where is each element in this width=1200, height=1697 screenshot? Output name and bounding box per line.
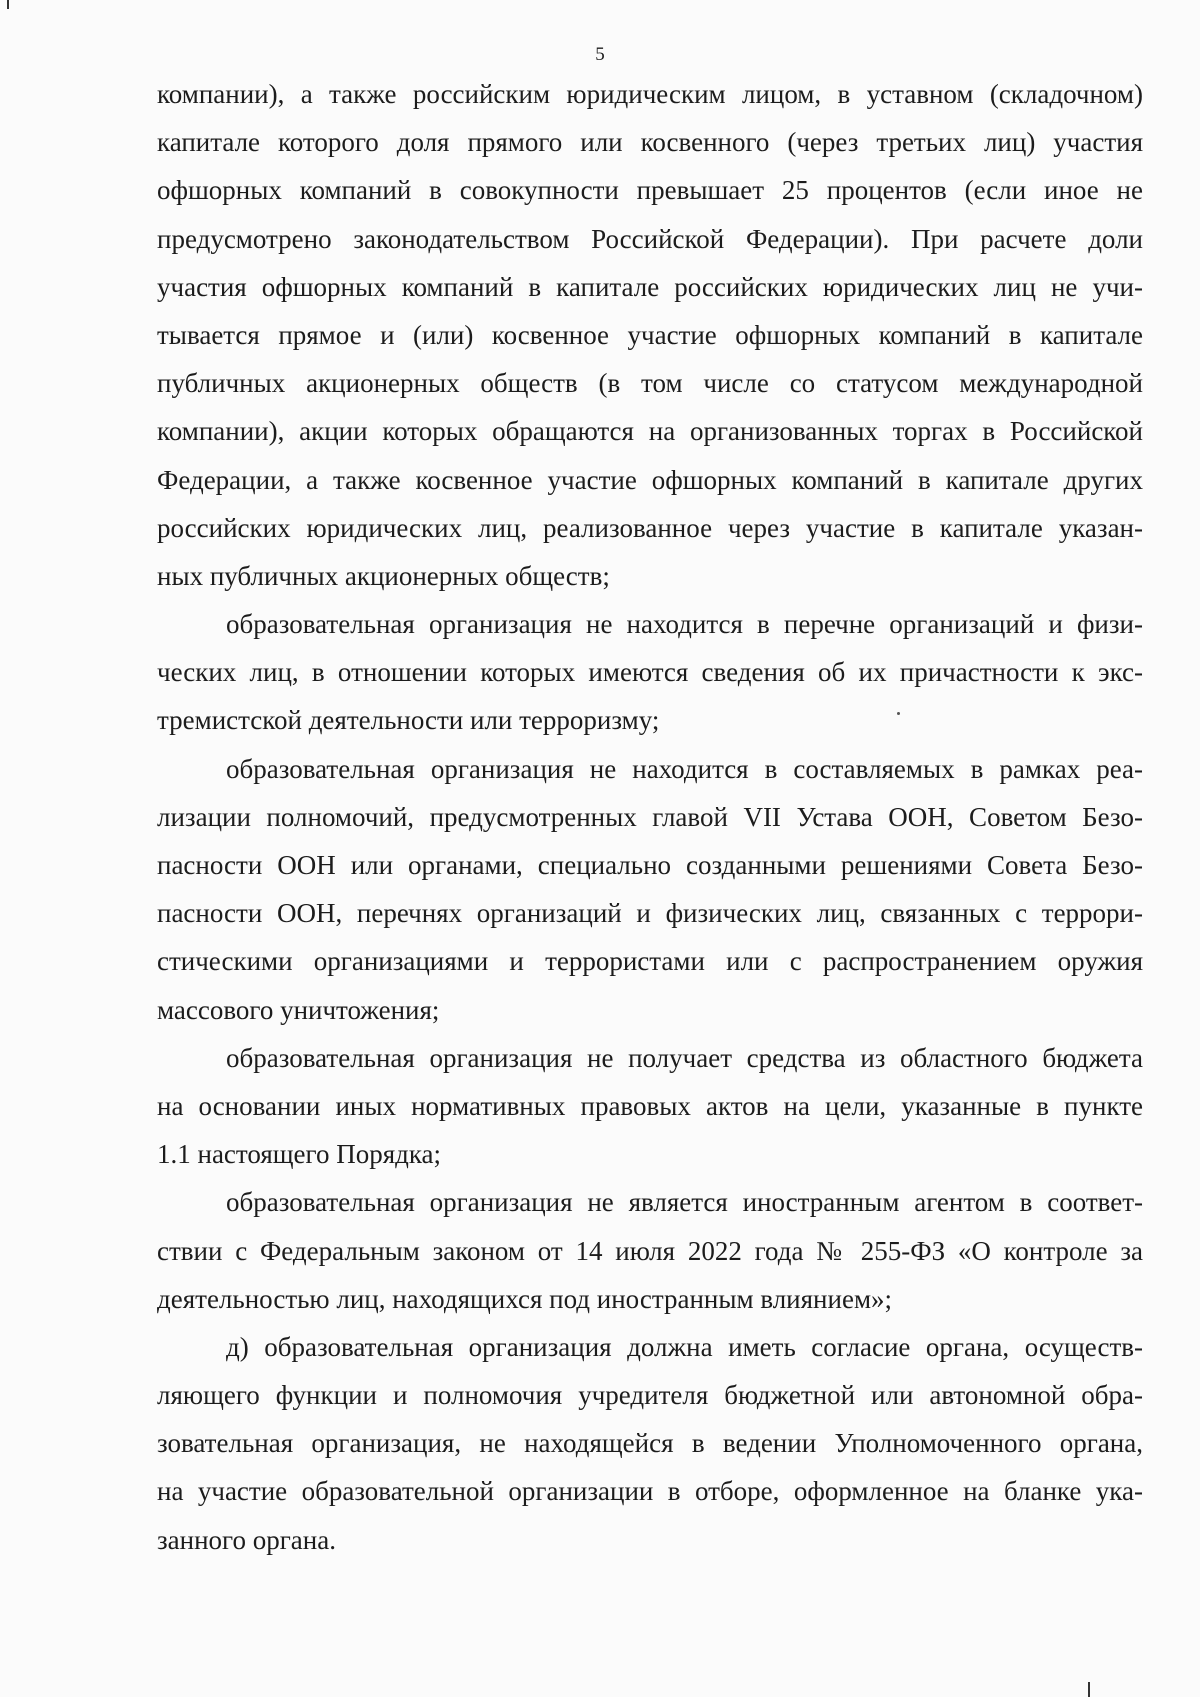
paragraph-extremism-list	[157, 600, 1143, 745]
text-line: д) образовательная организация должна иметь согласие органа, осуществ-	[226, 1331, 1143, 1362]
text-line: пасности ООН, перечнях организаций и физических лиц, связанных с террори-	[157, 898, 1143, 929]
scan-mark	[1088, 1682, 1090, 1697]
text-line: лизации полномочий, предусмотренных главой VII Устава ООН, Советом Безо-	[157, 801, 1143, 832]
text-line: компании), акции которых обращаются на организованных торгах в Российской	[157, 416, 1143, 447]
paragraph-un-security-council-lists	[157, 745, 1143, 1034]
text-line: тремистской деятельности или терроризму;	[157, 705, 660, 736]
text-line: офшорных компаний в совокупности превышает 25 процентов (если иное не	[157, 175, 1143, 206]
text-line: массового уничтожения;	[157, 994, 440, 1025]
text-line: Федерации, а также косвенное участие офшорных компаний в капитале других	[157, 464, 1143, 495]
text-line: образовательная организация не находится в перечне организаций и физи-	[226, 609, 1143, 640]
text-line: деятельностью лиц, находящихся под иностранным влиянием»;	[157, 1283, 893, 1314]
paragraph-offshore-participation	[157, 70, 1143, 600]
scan-speck	[897, 712, 900, 715]
text-line: образовательная организация не получает средства из областного бюджета	[226, 1042, 1143, 1073]
text-line: зовательная организация, не находящейся в ведении Уполномоченного органа,	[157, 1428, 1143, 1459]
page-number: 5	[595, 44, 605, 65]
text-line: ляющего функции и полномочия учредителя бюджетной или автономной обра-	[157, 1380, 1143, 1411]
text-line: публичных акционерных обществ (в том числе со статусом международной	[157, 368, 1143, 399]
document-body	[157, 70, 1143, 1564]
text-line: 1.1 настоящего Порядка;	[157, 1139, 442, 1170]
text-line: на основании иных нормативных правовых актов на цели, указанные в пункте	[157, 1090, 1143, 1121]
text-line: капитале которого доля прямого или косвенного (через третьих лиц) участия	[157, 127, 1143, 158]
text-line: ческих лиц, в отношении которых имеются сведения об их причастности к экс-	[157, 657, 1143, 688]
text-line: тывается прямое и (или) косвенное участие офшорных компаний в капитале	[157, 319, 1143, 350]
text-line: компании), а также российским юридическим лицом, в уставном (складочном)	[157, 79, 1143, 109]
text-line: российских юридических лиц, реализованное через участие в капитале указан-	[157, 512, 1143, 543]
text-line: ствии с Федеральным законом от 14 июля 2022 года № 255-ФЗ «О контроле за	[157, 1235, 1143, 1266]
paragraph-regional-budget	[157, 1034, 1143, 1179]
text-line: стическими организациями и террористами или с распространением оружия	[157, 946, 1143, 977]
text-line: предусмотрено законодательством Российской Федерации). При расчете доли	[157, 223, 1143, 254]
paragraph-founder-consent	[157, 1323, 1143, 1564]
scan-mark	[7, 0, 9, 9]
text-line: образовательная организация не находится в составляемых в рамках реа-	[226, 753, 1143, 784]
text-line: на участие образовательной организации в отборе, оформленное на бланке ука-	[157, 1476, 1143, 1507]
text-line: участия офшорных компаний в капитале российских юридических лиц не учи-	[157, 271, 1143, 302]
text-line: ных публичных акционерных обществ;	[157, 560, 610, 591]
text-line: занного органа.	[157, 1524, 336, 1555]
text-line: пасности ООН или органами, специально созданными решениями Совета Безо-	[157, 850, 1143, 880]
text-line: образовательная организация не является иностранным агентом в соответ-	[226, 1187, 1143, 1218]
paragraph-foreign-agent	[157, 1178, 1143, 1323]
